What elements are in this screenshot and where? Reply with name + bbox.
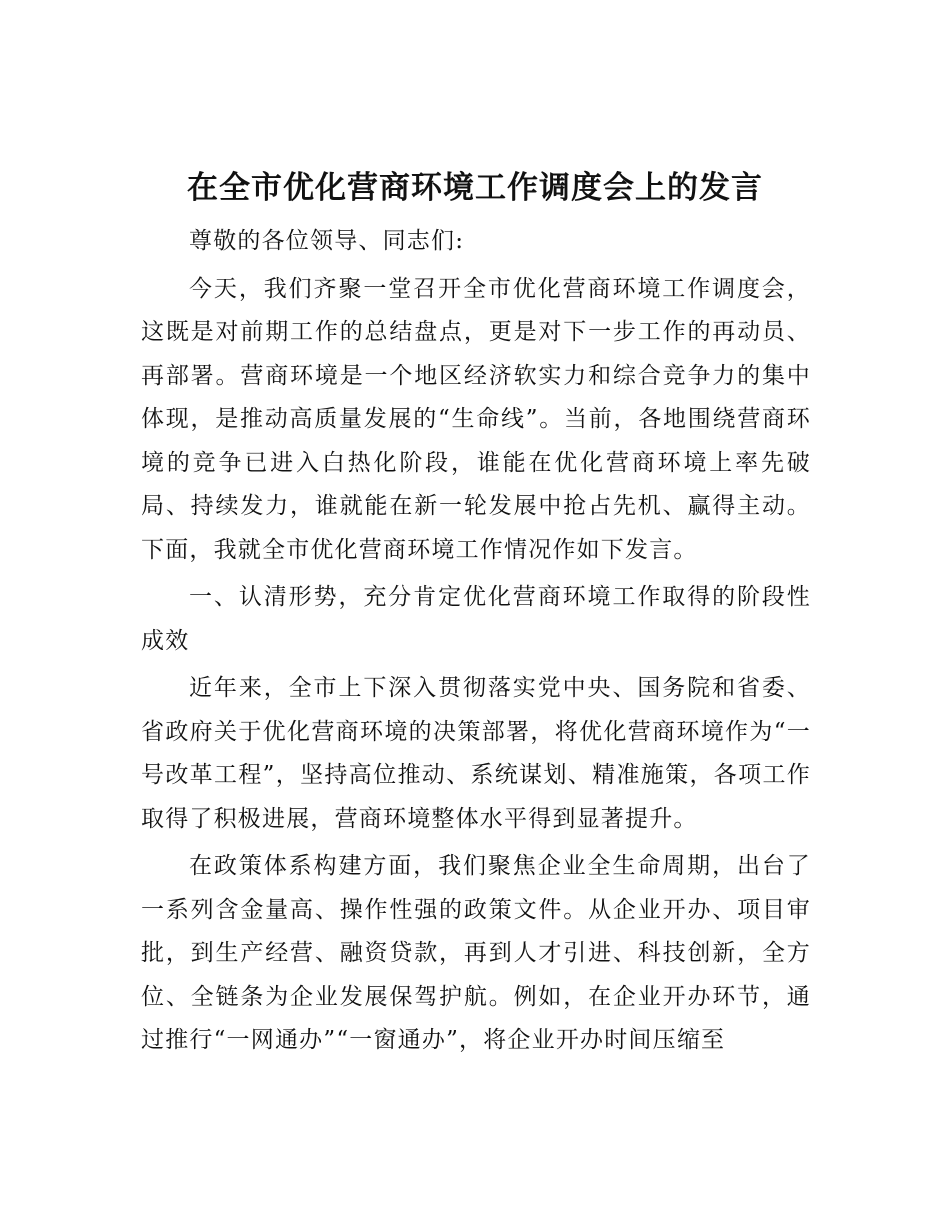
- document-body: [141, 220, 811, 1067]
- greeting-line: 尊敬的各位领导、同志们:: [189, 228, 465, 254]
- section-heading-1: 一、认清形势，充分肯定优化营商环境工作取得的阶段性成效: [141, 584, 811, 654]
- paragraph-progress: 近年来，全市上下深入贯彻落实党中央、国务院和省委、省政府关于优化营商环境的决策部署，将优化营商环境作为“一号改革工程”，坚持高位推动、系统谋划、精准施策，各项工作取得了积极进展，营商环境整体水平得到显著提升。: [141, 675, 811, 832]
- document-title: 在全市优化营商环境工作调度会上的发言: [187, 170, 763, 206]
- paragraph-policy: 在政策体系构建方面，我们聚焦企业全生命周期，出台了一系列含金量高、操作性强的政策文件。从企业开办、项目审批，到生产经营、融资贷款，再到人才引进、科技创新，全方位、全链条为企业发展保驾护航。例如，在企业开办环节，通过推行“一网通办”“一窗通办”，将企业开办时间压缩至: [141, 853, 811, 1053]
- paragraph-intro: 今天，我们齐聚一堂召开全市优化营商环境工作调度会，这既是对前期工作的总结盘点，更是对下一步工作的再动员、再部署。营商环境是一个地区经济软实力和综合竞争力的集中体现，是推动高质量发展的“生命线”。当前，各地围绕营商环境的竞争已进入白热化阶段，谁能在优化营商环境上率先破局、持续发力，谁就能在新一轮发展中抢占先机、赢得主动。下面，我就全市优化营商环境工作情况作如下发言。: [141, 275, 811, 563]
